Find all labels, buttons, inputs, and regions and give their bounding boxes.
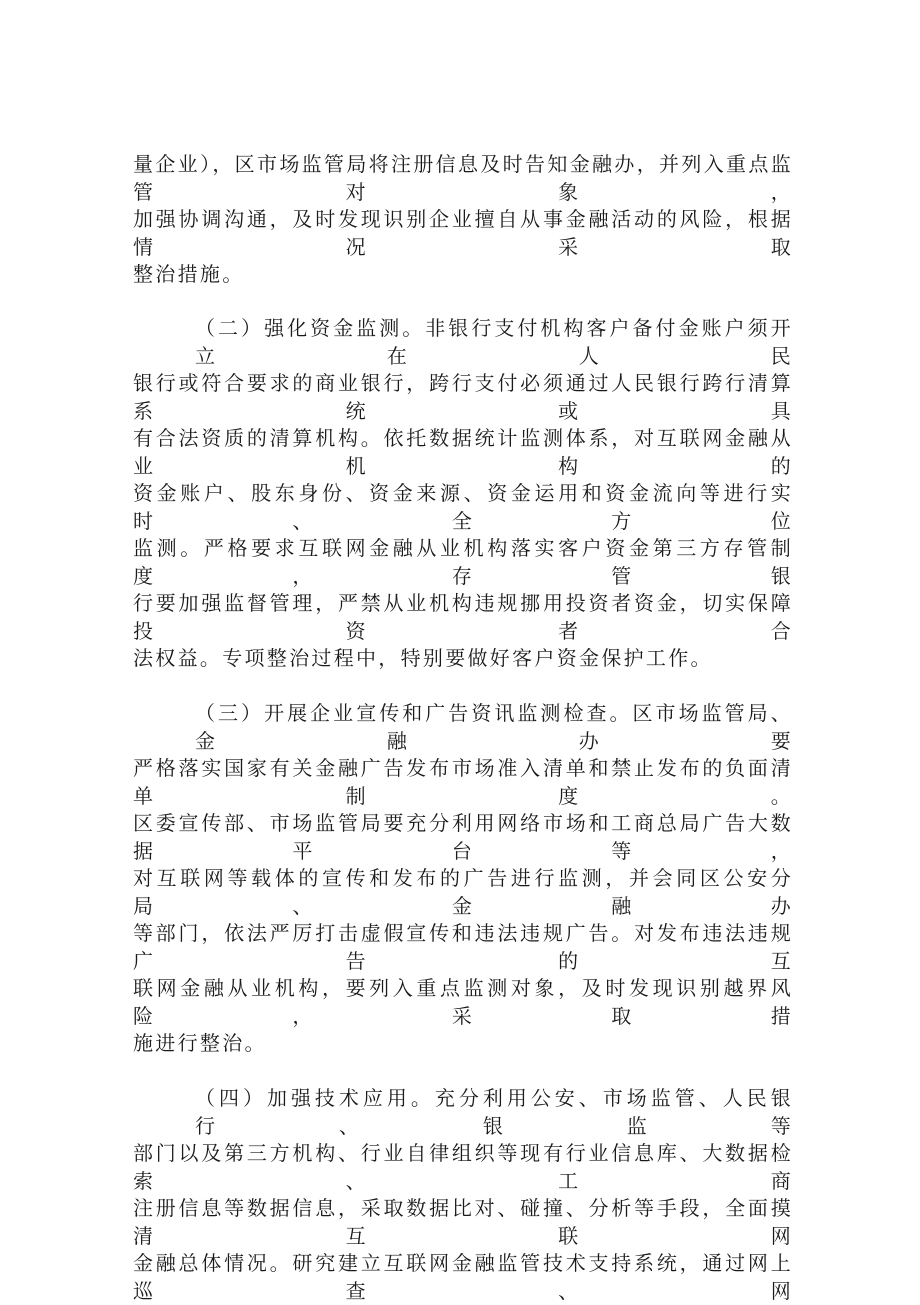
text-line: 法权益。专项整治过程中，特别要做好客户资金保护工作。 bbox=[133, 646, 713, 670]
paragraph-heading-line: （三）开展企业宣传和广告资讯监测检查。区市场监管局、金融办要 bbox=[195, 701, 793, 753]
text-line: 整治措施。 bbox=[133, 262, 245, 286]
text-line: 对互联网等载体的宣传和发布的广告进行监测，并会同区公安分局、金融办 bbox=[133, 866, 793, 918]
text-line: 监测。严格要求互联网金融从业机构落实客户资金第三方存管制度，存管银 bbox=[133, 536, 793, 588]
text-line: 区委宣传部、市场监管局要充分利用网络市场和工商总局广告大数据平台等， bbox=[133, 811, 793, 863]
text-line: 银行或符合要求的商业银行，跨行支付必须通过人民银行跨行清算系统或具 bbox=[133, 371, 793, 423]
text-line: 等部门，依法严厉打击虚假宣传和违法违规广告。对发布违法违规广告的互 bbox=[133, 921, 793, 973]
text-line: 金融总体情况。研究建立互联网金融监管技术支持系统，通过网上巡查、网 bbox=[133, 1251, 793, 1303]
text-line: 部门以及第三方机构、行业自律组织等现有行业信息库、大数据检索、工商 bbox=[133, 1141, 793, 1193]
text-line: 加强协调沟通，及时发现识别企业擅自从事金融活动的风险，根据情况采取 bbox=[133, 207, 793, 259]
paragraph-heading-line: （二）强化资金监测。非银行支付机构客户备付金账户须开立在人民 bbox=[195, 316, 793, 368]
text-line: 资金账户、股东身份、资金来源、资金运用和资金流向等进行实时、全方位 bbox=[133, 481, 793, 533]
text-line: 行要加强监督管理，严禁从业机构违规挪用投资者资金，切实保障投资者合 bbox=[133, 591, 793, 643]
text-line: 有合法资质的清算机构。依托数据统计监测体系，对互联网金融从业机构的 bbox=[133, 426, 793, 478]
paragraph-heading-line: （四）加强技术应用。充分利用公安、市场监管、人民银行、银监等 bbox=[195, 1086, 793, 1138]
text-line: 量企业），区市场监管局将注册信息及时告知金融办，并列入重点监管对象， bbox=[133, 152, 793, 204]
text-line: 施进行整治。 bbox=[133, 1031, 267, 1055]
text-line: 联网金融从业机构，要列入重点监测对象，及时发现识别越界风险，采取措 bbox=[133, 976, 793, 1028]
text-line: 严格落实国家有关金融广告发布市场准入清单和禁止发布的负面清单制度。 bbox=[133, 756, 793, 808]
text-line: 注册信息等数据信息，采取数据比对、碰撞、分析等手段，全面摸清互联网 bbox=[133, 1196, 793, 1248]
